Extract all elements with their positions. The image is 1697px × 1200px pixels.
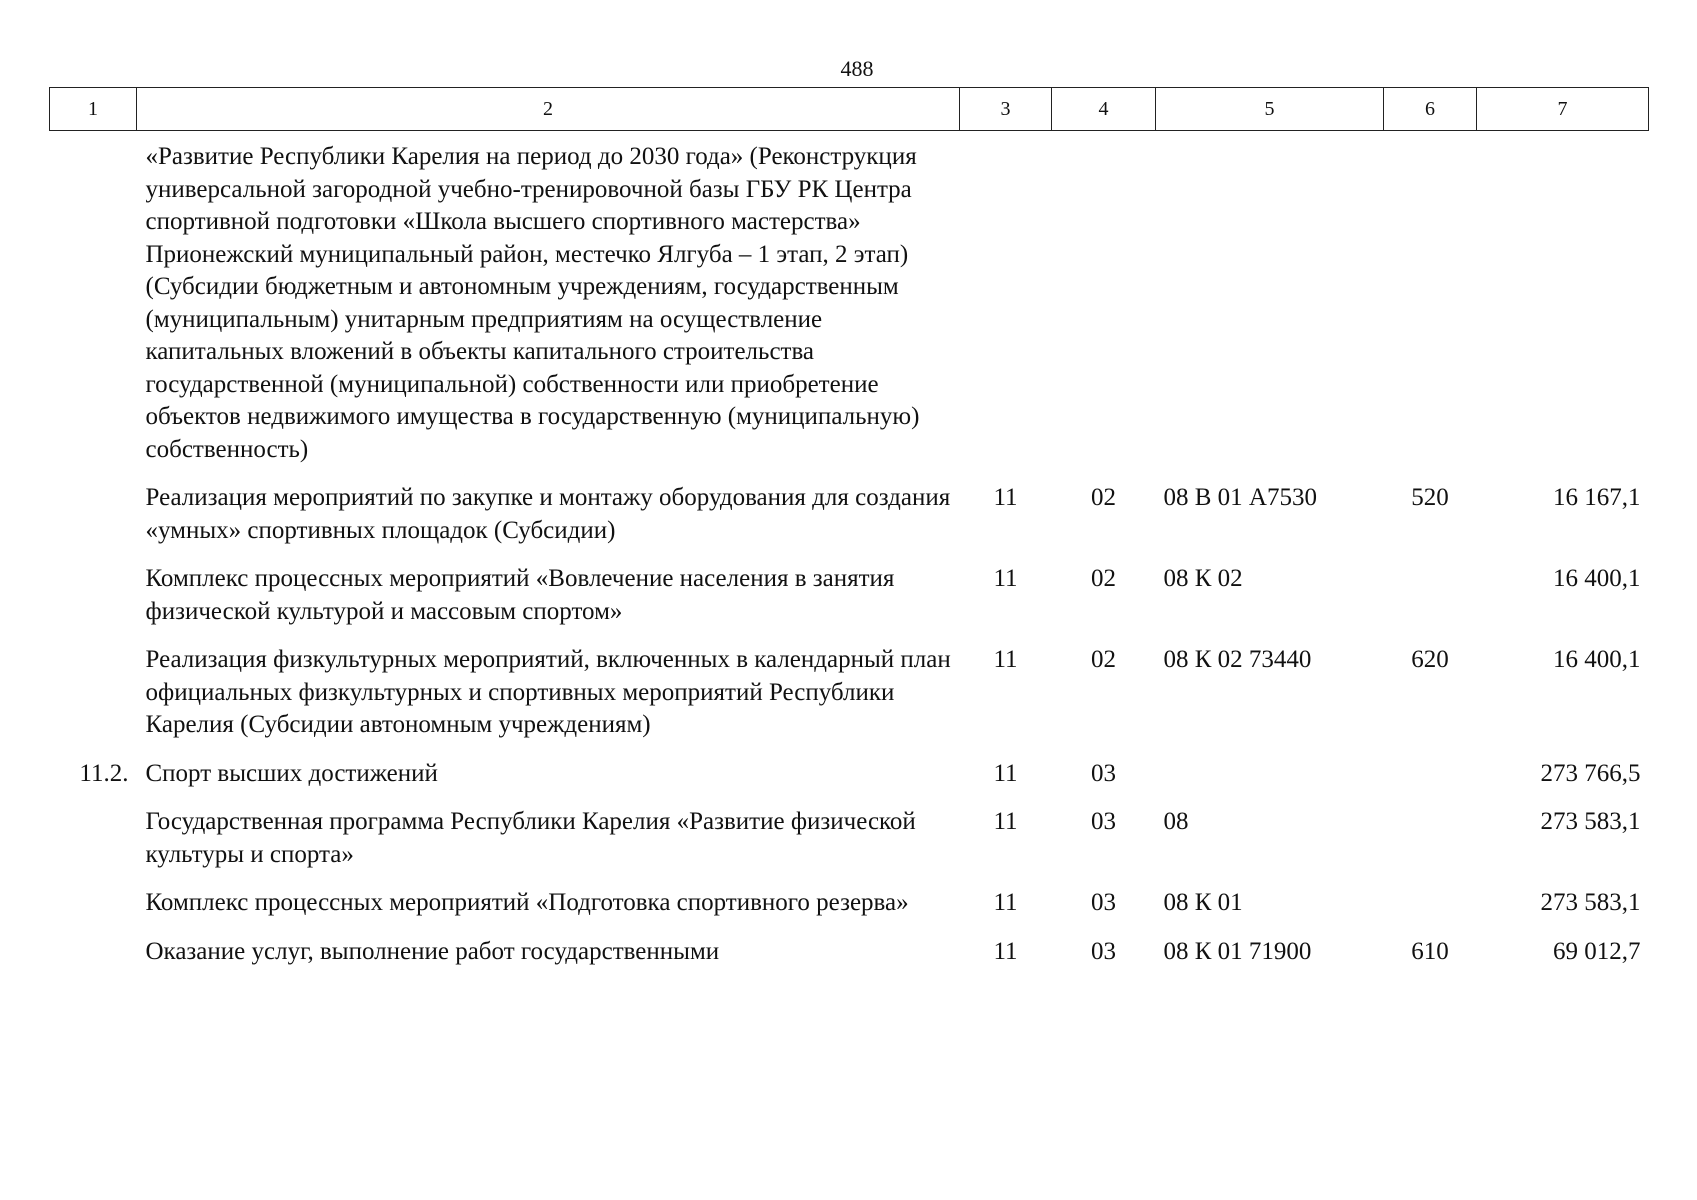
row-subsection: 03 bbox=[1091, 937, 1116, 965]
row-amount: 16 400,1 bbox=[1553, 565, 1641, 592]
page-number: 488 bbox=[840, 56, 874, 81]
row-subsection bbox=[1052, 131, 1156, 483]
row-description: Реализация физкультурных мероприятий, включенных в календарный план официальных физкультурных и спортивных мероприятий Республики Карелия (Субсидии автономным учреждениям) bbox=[145, 646, 951, 738]
table-row bbox=[50, 758, 1649, 807]
row-number: 11.2. bbox=[79, 759, 129, 787]
table-row bbox=[50, 887, 1649, 936]
header-col-6: 6 bbox=[1384, 88, 1477, 131]
row-amount bbox=[1477, 131, 1649, 483]
row-subsection: 02 bbox=[1091, 484, 1116, 511]
budget-table bbox=[49, 87, 1649, 984]
header-col-3: 3 bbox=[960, 88, 1052, 131]
header-col-2: 2 bbox=[137, 88, 960, 131]
row-section: 11 bbox=[993, 808, 1018, 835]
row-expense-type: 620 bbox=[1411, 646, 1449, 673]
row-amount: 69 012,7 bbox=[1553, 937, 1641, 965]
row-target-code: 08 В 01 А7530 bbox=[1163, 484, 1317, 511]
row-number bbox=[50, 131, 137, 483]
row-expense-type bbox=[1384, 131, 1477, 483]
row-subsection: 02 bbox=[1091, 565, 1116, 592]
row-target-code: 08 К 01 71900 bbox=[1163, 937, 1312, 965]
row-expense-type bbox=[1384, 887, 1477, 936]
table-row bbox=[50, 131, 1649, 483]
table-row bbox=[50, 644, 1649, 758]
row-amount: 16 400,1 bbox=[1553, 646, 1641, 673]
row-amount: 16 167,1 bbox=[1553, 484, 1641, 511]
row-number bbox=[50, 563, 137, 644]
row-number bbox=[50, 806, 137, 887]
table-row bbox=[50, 563, 1649, 644]
table-row bbox=[50, 936, 1649, 985]
row-description: Государственная программа Республики Карелия «Развитие физической культуры и спорта» bbox=[145, 808, 916, 868]
row-description: Оказание услуг, выполнение работ государственными bbox=[145, 937, 720, 965]
row-target-code: 08 К 02 bbox=[1163, 565, 1243, 592]
row-section: 11 bbox=[993, 484, 1018, 511]
row-section bbox=[960, 131, 1052, 483]
row-description: «Развитие Республики Карелия на период до 2030 года» (Реконструкция универсальной загородной учебно-тренировочной базы ГБУ РК Центра спортивной подготовки «Школа высшего спортивного мастерства» Прионежский муниципальный район, местечко Ялгуба – 1 этап, 2 этап) (Субсидии бюджетным и автономным учреждениям, государственным (муниципальным) унитарным предприятиям на осуществление капитальных вложений в объекты капитального строительства государственной (муниципальной) собственности или приобретение объектов недвижимого имущества в государственную (муниципальную) собственность) bbox=[145, 143, 920, 463]
row-target-code: 08 К 02 73440 bbox=[1163, 646, 1312, 673]
table-row bbox=[50, 806, 1649, 887]
table-row bbox=[50, 482, 1649, 563]
row-description: Реализация мероприятий по закупке и монтажу оборудования для создания «умных» спортивных площадок (Субсидии) bbox=[145, 484, 951, 544]
row-expense-type bbox=[1384, 563, 1477, 644]
row-number bbox=[50, 887, 137, 936]
header-col-5: 5 bbox=[1156, 88, 1384, 131]
row-amount: 273 583,1 bbox=[1540, 808, 1641, 835]
row-section: 11 bbox=[993, 889, 1018, 916]
row-expense-type bbox=[1384, 758, 1477, 807]
row-section: 11 bbox=[993, 759, 1018, 787]
row-description: Комплекс процессных мероприятий «Подготовка спортивного резерва» bbox=[145, 889, 909, 916]
row-expense-type: 610 bbox=[1411, 937, 1449, 965]
row-number bbox=[50, 644, 137, 758]
row-target-code: 08 bbox=[1163, 808, 1189, 835]
row-expense-type: 520 bbox=[1411, 484, 1449, 511]
row-expense-type bbox=[1384, 806, 1477, 887]
row-number bbox=[50, 482, 137, 563]
row-subsection: 02 bbox=[1091, 646, 1116, 673]
row-amount: 273 766,5 bbox=[1540, 759, 1641, 787]
header-col-7: 7 bbox=[1477, 88, 1649, 131]
row-description: Комплекс процессных мероприятий «Вовлечение населения в занятия физической культурой и массовым спортом» bbox=[145, 565, 895, 625]
table-header bbox=[50, 88, 1649, 131]
row-subsection: 03 bbox=[1091, 759, 1116, 787]
row-target-code bbox=[1156, 131, 1384, 483]
row-subsection: 03 bbox=[1091, 808, 1116, 835]
row-amount: 273 583,1 bbox=[1540, 889, 1641, 916]
row-description: Спорт высших достижений bbox=[145, 759, 438, 787]
row-target-code bbox=[1156, 758, 1384, 807]
row-subsection: 03 bbox=[1091, 889, 1116, 916]
row-section: 11 bbox=[993, 646, 1018, 673]
row-target-code: 08 К 01 bbox=[1163, 889, 1243, 916]
header-col-4: 4 bbox=[1052, 88, 1156, 131]
row-number bbox=[50, 936, 137, 985]
row-section: 11 bbox=[993, 565, 1018, 592]
table-body bbox=[50, 131, 1649, 985]
row-section: 11 bbox=[993, 937, 1018, 965]
header-col-1: 1 bbox=[50, 88, 137, 131]
